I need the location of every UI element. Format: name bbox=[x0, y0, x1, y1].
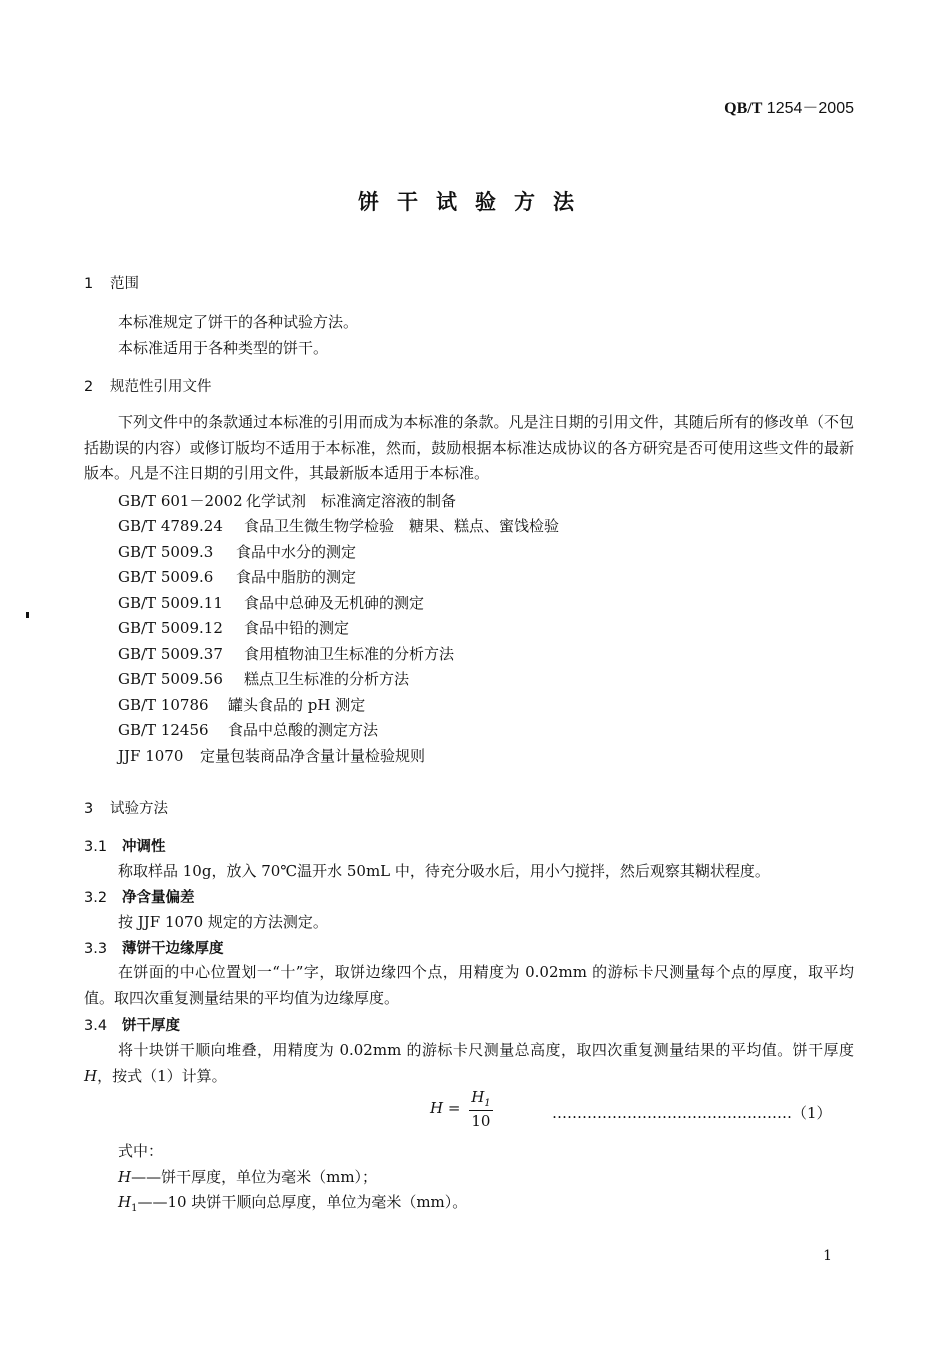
section-3-1-text: 称取样品 10g，放入 70℃温开水 50mL 中，待充分吸水后，用小勺搅拌，然后观察其糊状程度。 bbox=[118, 862, 770, 880]
section-3-2-text: 按 JJF 1070 规定的方法测定。 bbox=[118, 913, 328, 931]
ref-item: GB/T 601－2002 化学试剂 标准滴定溶液的制备 bbox=[118, 492, 457, 510]
ref-item: GB/T 4789.24 食品卫生微生物学检验 糖果、糕点、蜜饯检验 bbox=[118, 517, 560, 535]
ref-item: GB/T 5009.6 食品中脂肪的测定 bbox=[118, 568, 357, 586]
page-title: 饼干试验方法 bbox=[358, 190, 592, 214]
section-3-1-heading: 3.1 冲调性 bbox=[84, 839, 166, 855]
ref-item: GB/T 5009.37 食用植物油卫生标准的分析方法 bbox=[118, 645, 455, 663]
stray-mark bbox=[26, 612, 29, 618]
section-2-intro: 下列文件中的条款通过本标准的引用而成为本标准的条款。凡是注日期的引用文件，其随后所有的修改单（不包括勘误的内容）或修订版均不适用于本标准，然而，鼓励根据本标准达成协议的各方研究是否可使用这些文件的最新版本。凡是不注日期的引用文件，其最新版本适用于本标准。 bbox=[84, 413, 854, 482]
definition-h1: $H_1——10$ 块饼干顺向总厚度，单位为毫米（mm）。 bbox=[118, 1193, 468, 1214]
formula-label: （1） bbox=[792, 1104, 832, 1122]
ref-item: GB/T 5009.12 食品中铅的测定 bbox=[118, 619, 350, 637]
ref-item: JJF 1070 定量包装商品净含量计量检验规则 bbox=[118, 747, 426, 765]
ref-item: GB/T 10786 罐头食品的 pH 测定 bbox=[118, 696, 366, 714]
section-1-line-1: 本标准规定了饼干的各种试验方法。 bbox=[118, 313, 359, 331]
where-label: 式中： bbox=[118, 1142, 164, 1160]
definition-h: H——饼干厚度，单位为毫米（mm）； bbox=[118, 1168, 378, 1186]
section-2-heading: 2 规范性引用文件 bbox=[84, 379, 212, 395]
section-3-4-heading: 3.4 饼干厚度 bbox=[84, 1018, 180, 1034]
ref-item: GB/T 12456 食品中总酸的测定方法 bbox=[118, 721, 379, 739]
ref-item: GB/T 5009.3 食品中水分的测定 bbox=[118, 543, 357, 561]
section-3-2-heading: 3.2 净含量偏差 bbox=[84, 890, 195, 906]
section-1-line-2: 本标准适用于各种类型的饼干。 bbox=[118, 339, 329, 357]
section-3-3-heading: 3.3 薄饼干边缘厚度 bbox=[84, 941, 224, 957]
ref-item: GB/T 5009.11 食品中总砷及无机砷的测定 bbox=[118, 594, 425, 612]
formula-1-leader: …………………………………………（1） bbox=[552, 1104, 832, 1122]
ref-item: GB/T 5009.56 糕点卫生标准的分析方法 bbox=[118, 670, 410, 688]
section-1-heading: 1 范围 bbox=[84, 276, 139, 292]
section-3-heading: 3 试验方法 bbox=[84, 801, 168, 817]
page-number: 1 bbox=[823, 1248, 832, 1264]
section-3-4-text: 将十块饼干顺向堆叠，用精度为 0.02mm 的游标卡尺测量总高度，取四次重复测量结果的平均值。饼干厚度H，按式（1）计算。 bbox=[84, 1041, 854, 1085]
formula-1: H = $\frac{H_1}{10}$ bbox=[430, 1088, 491, 1130]
section-3-3-text: 在饼面的中心位置划一“十”字，取饼边缘四个点，用精度为 0.02mm 的游标卡尺测量每个点的厚度，取平均值。取四次重复测量结果的平均值为边缘厚度。 bbox=[84, 963, 854, 1007]
standard-code: QB/T 1254－2005 bbox=[724, 100, 854, 117]
